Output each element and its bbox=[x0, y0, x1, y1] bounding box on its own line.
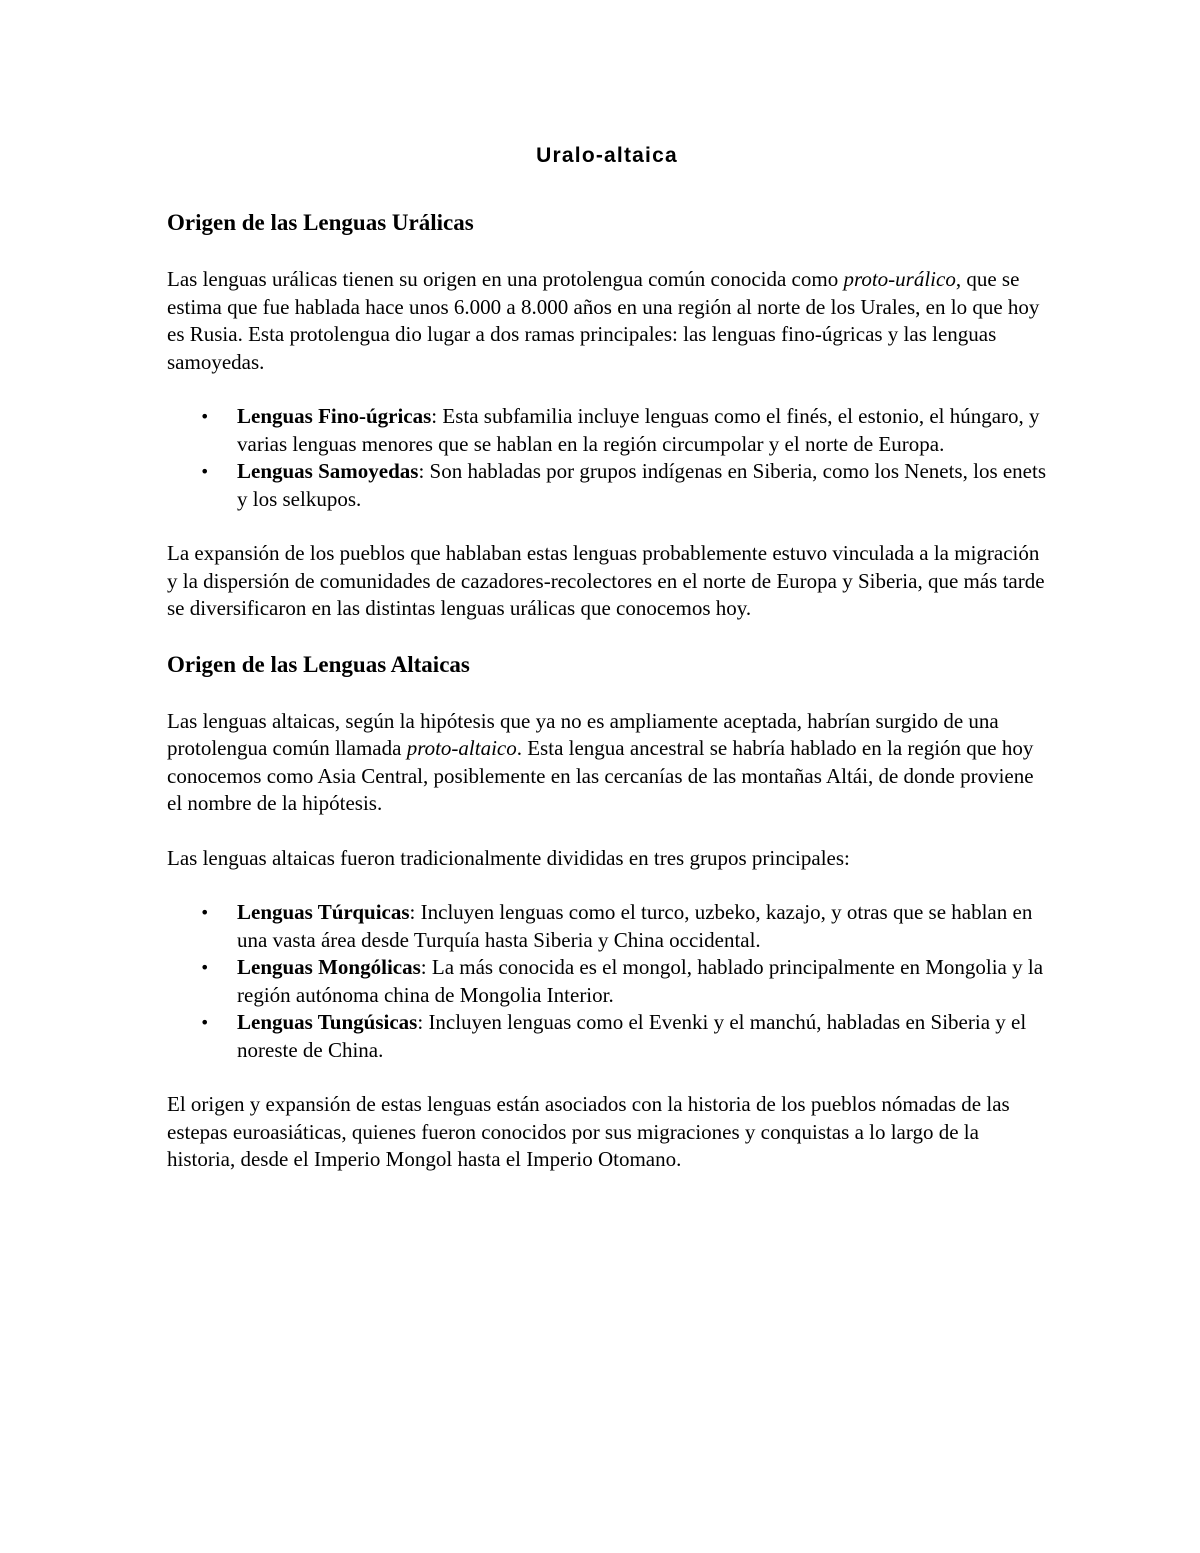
italic-term: proto-urálico bbox=[843, 267, 956, 291]
list-item-text: : La más conocida es el mongol, hablado principalmente en Mongolia y la región autónoma china de Mongolia Interior. bbox=[237, 955, 1044, 1007]
bullet-list-uralicas bbox=[167, 403, 1047, 513]
list-item-text: : Incluyen lenguas como el Evenki y el manchú, habladas en Siberia y el noreste de China. bbox=[237, 1010, 1027, 1062]
section-heading-altaicas: Origen de las Lenguas Altaicas bbox=[167, 651, 470, 677]
document-title: Uralo-altaica bbox=[536, 144, 678, 167]
list-item bbox=[167, 403, 1047, 458]
paragraph-altaicas-expansion: El origen y expansión de estas lenguas están asociados con la historia de los pueblos nómadas de las estepas euroasiáticas, quienes fueron conocidos por sus migraciones y conquistas a lo largo de la historia, desde el Imperio Mongol hasta el Imperio Otomano. bbox=[167, 1092, 1010, 1171]
paragraph-text: . Esta lengua ancestral se habría hablado en la región que hoy conocemos como Asia Central, posiblemente en las cercanías de las montañas Altái, de donde proviene el nombre de la hipótesis. bbox=[167, 736, 1034, 815]
italic-term: proto-altaico bbox=[406, 736, 517, 760]
paragraph-text: , que se estima que fue hablada hace unos 6.000 a 8.000 años en una región al norte de los Urales, en lo que hoy es Rusia. Esta protolengua dio lugar a dos ramas principales: las lenguas fino-úgricas y las lenguas samoyedas. bbox=[167, 267, 1040, 374]
bullet-icon: • bbox=[200, 407, 210, 426]
list-item-text: : Son habladas por grupos indígenas en Siberia, como los Nenets, los enets y los selkupos. bbox=[237, 459, 1047, 511]
bullet-icon: • bbox=[200, 1013, 210, 1032]
document-page bbox=[167, 140, 1047, 1201]
list-item-term: Lenguas Samoyedas bbox=[237, 459, 419, 483]
list-item-term: Lenguas Túrquicas bbox=[237, 900, 410, 924]
paragraph-uralicas-expansion: La expansión de los pueblos que hablaban estas lenguas probablemente estuvo vinculada a la migración y la dispersión de comunidades de cazadores-recolectores en el norte de Europa y Siberia, que más tarde se diversificaron en las distintas lenguas urálicas que conocemos hoy. bbox=[167, 541, 1045, 620]
list-item bbox=[167, 1009, 1047, 1064]
bullet-icon: • bbox=[200, 462, 210, 481]
list-item-term: Lenguas Tungúsicas bbox=[237, 1010, 418, 1034]
paragraph-uralicas-origin bbox=[167, 266, 1047, 376]
list-item bbox=[167, 899, 1047, 954]
list-item bbox=[167, 458, 1047, 513]
paragraph-text: Las lenguas urálicas tienen su origen en una protolengua común conocida como bbox=[167, 267, 844, 291]
paragraph-text: Las lenguas altaicas, según la hipótesis que ya no es ampliamente aceptada, habrían surgido de una protolengua común llamada bbox=[167, 708, 999, 760]
paragraph-altaicas-origin bbox=[167, 708, 1047, 818]
bullet-list-altaicas bbox=[167, 899, 1047, 1064]
paragraph-altaicas-groups: Las lenguas altaicas fueron tradicionalmente divididas en tres grupos principales: bbox=[167, 845, 850, 870]
list-item-term: Lenguas Fino-úgricas bbox=[237, 404, 432, 428]
bullet-icon: • bbox=[200, 958, 210, 977]
list-item-text: : Incluyen lenguas como el turco, uzbeko, kazajo, y otras que se hablan en una vasta área desde Turquía hasta Siberia y China occidental. bbox=[237, 900, 1033, 952]
list-item-term: Lenguas Mongólicas bbox=[237, 955, 421, 979]
bullet-icon: • bbox=[200, 903, 210, 922]
section-heading-uralicas: Origen de las Lenguas Urálicas bbox=[167, 210, 474, 235]
list-item bbox=[167, 954, 1047, 1009]
list-item-text: : Esta subfamilia incluye lenguas como el finés, el estonio, el húngaro, y varias lenguas menores que se hablan en la región circumpolar y el norte de Europa. bbox=[237, 404, 1040, 456]
